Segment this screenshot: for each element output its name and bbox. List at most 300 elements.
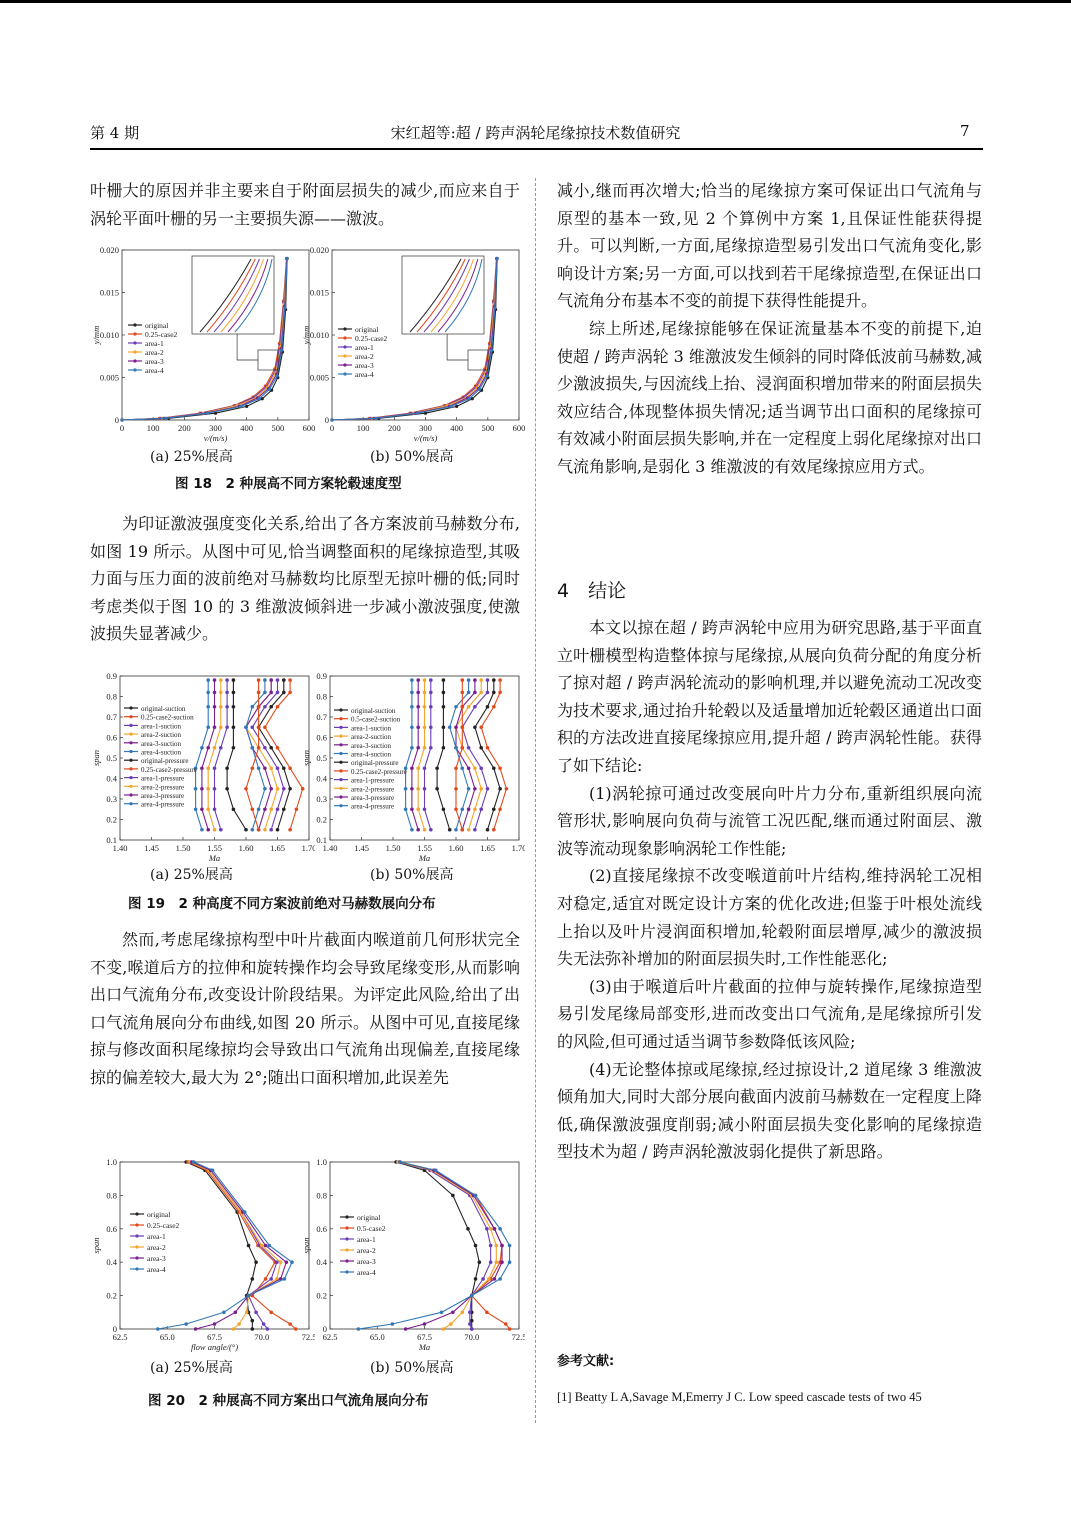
y-tick-label: 0.2: [316, 814, 327, 825]
data-point-area-3-pressure: [213, 678, 217, 682]
data-point-area-4: [498, 1277, 502, 1281]
data-point-area-3-pressure: [410, 807, 414, 811]
conclusion-2: (2)直接尾缘掠不改变喉道前叶片结构,维持涡轮工况相对稳定,适宜对既定设计方案的优化改进;但鉴于叶根处流线上抬以及叶片浸润面积增加,轮毂附面层增厚,减少的激波损失无法弥补增加的附面层损失时,工作性能恶化;: [557, 866, 982, 969]
data-point-0.5-case2: [504, 1322, 508, 1326]
page-number: 7: [960, 122, 970, 140]
fig19-caption: 图 19 2 种高度不同方案波前绝对马赫数展向分布: [128, 896, 436, 912]
data-point-area-4: [496, 257, 499, 260]
data-point-original-pressure: [442, 725, 446, 729]
data-point-area-4-pressure: [410, 678, 414, 682]
legend-label: area-4: [355, 370, 374, 379]
series-line-original-pressure: [227, 680, 246, 830]
data-point-area-1: [489, 1244, 493, 1248]
x-tick-label: 100: [356, 423, 370, 433]
legend-marker: [129, 776, 132, 779]
legend-label: area-3: [145, 357, 164, 366]
data-point-area-1-suction: [467, 746, 471, 750]
data-point-area-2-pressure: [416, 766, 420, 770]
legend-marker: [339, 735, 342, 738]
data-point-original-suction: [269, 705, 273, 709]
y-tick-label: 0.7: [316, 712, 327, 722]
x-tick-label: 0: [119, 423, 125, 433]
y-tick-label: 0.4: [316, 1257, 327, 1268]
data-point-area-3-suction: [454, 725, 458, 729]
y-axis-label: span: [301, 749, 311, 767]
data-point-area-4: [508, 1260, 512, 1264]
data-point-original: [470, 1319, 474, 1323]
data-point-area-4: [478, 388, 481, 391]
y-tick-label: 0.2: [106, 1290, 117, 1301]
data-point-area-3-suction: [269, 678, 273, 682]
conclusion-3: (3)由于喉道后叶片截面的拉伸与旋转操作,尾缘掠造型易引发尾缘局部变形,进而改变出口气流角,是尾缘掠所引发的风险,但可通过适当调节参数降低该风险;: [557, 976, 982, 1051]
data-point-original: [451, 1194, 455, 1198]
legend-label: area-2: [355, 352, 374, 361]
reference-1: [1] Beatty L A,Savage M,Emerry J C. Low speed cascade tests of two 45: [557, 1390, 922, 1404]
data-point-original-suction: [486, 705, 490, 709]
data-point-0.25-case2-pressure: [461, 705, 465, 709]
data-point-area-2-suction: [467, 828, 471, 832]
data-point-area-4-pressure: [404, 787, 408, 791]
data-point-area-3-suction: [467, 766, 471, 770]
data-point-area-3-pressure: [416, 705, 420, 709]
data-point-area-4-suction: [263, 678, 267, 682]
data-point-area-3-pressure: [200, 807, 204, 811]
data-point-0.25-case2-suction: [288, 828, 292, 832]
data-point-original: [474, 1244, 478, 1248]
paragraph: 减小,继而再次增大;恰当的尾缘掠方案可保证出口气流角与原型的基本一致,见 2 个算例中方案 1,且保证性能获得提升。可以判断,一方面,尾缘掠造型易引发出口气流角变化,影响设计方案;另一方面,可以找到若干尾缘掠造型,在保证出口气流角分布基本不变的前提下获得性能提升。: [557, 181, 982, 311]
data-point-area-2-pressure: [416, 787, 420, 791]
x-tick-label: 1.40: [112, 843, 128, 853]
legend-marker: [343, 345, 346, 348]
x-tick-label: 70.0: [464, 1332, 480, 1342]
data-point-area-4: [286, 257, 289, 260]
legend-label: 0.25-case2: [355, 334, 388, 343]
x-tick-label: 400: [240, 423, 254, 433]
x-tick-label: 1.40: [322, 843, 338, 853]
data-point-area-1-pressure: [213, 766, 217, 770]
left-text-mid: [90, 510, 520, 648]
data-point-area-4-suction: [251, 705, 255, 709]
data-point-area-1-suction: [486, 691, 490, 695]
data-point-area-3-suction: [263, 807, 267, 811]
data-point-original: [474, 1277, 478, 1281]
top-rule: [0, 0, 1071, 3]
data-point-0.25-case2: [264, 1277, 268, 1281]
data-point-area-1-pressure: [225, 705, 229, 709]
data-point-area-4: [283, 306, 286, 309]
data-point-area-2: [461, 1311, 465, 1315]
y-tick-label: 0.6: [316, 1223, 327, 1234]
legend-marker: [129, 767, 132, 770]
data-point-area-3-pressure: [416, 746, 420, 750]
left-text-top: [90, 177, 520, 232]
x-tick-label: 62.5: [112, 1332, 128, 1342]
legend-label: 0.25-case2: [147, 1221, 180, 1230]
legend-marker: [343, 336, 346, 339]
y-tick-label: 0.020: [99, 245, 119, 255]
data-point-area-1-pressure: [429, 691, 433, 695]
data-point-area-4-pressure: [206, 691, 210, 695]
y-axis-label: span: [301, 1237, 311, 1254]
figure-20b-wrap: [300, 1152, 525, 1361]
y-axis-label: span: [91, 1237, 101, 1254]
legend-marker: [339, 743, 342, 746]
data-point-original-suction: [498, 787, 502, 791]
data-point-area-2-suction: [479, 787, 483, 791]
data-point-area-4-pressure: [206, 678, 210, 682]
legend-marker: [129, 724, 132, 727]
legend-label: area-1-pressure: [141, 774, 185, 783]
data-point-area-3: [194, 1327, 198, 1331]
data-point-0.25-case2-suction: [288, 678, 292, 682]
data-point-area-4-suction: [467, 678, 471, 682]
data-point-area-4: [239, 405, 242, 408]
legend-label: area-2: [145, 348, 164, 357]
legend-marker: [135, 1223, 138, 1226]
data-point-0.5-case2-suction: [498, 766, 502, 770]
legend-label: original: [145, 321, 169, 330]
right-text-top: [557, 177, 982, 481]
data-point-area-4: [416, 412, 419, 415]
data-point-area-1-pressure: [429, 725, 433, 729]
y-tick-label: 0.4: [106, 773, 117, 784]
data-point-area-2: [495, 1244, 499, 1248]
y-tick-label: 0.5: [106, 753, 117, 763]
legend-label: area-4-suction: [351, 750, 392, 759]
series-line-0.5-case2: [400, 1162, 510, 1329]
legend-marker: [345, 1237, 348, 1240]
data-point-0.5-case2-suction: [498, 691, 502, 695]
y-tick-label: 0.005: [309, 372, 329, 383]
data-point-0.25-case2-pressure: [461, 725, 465, 729]
data-point-original-pressure: [232, 746, 236, 750]
y-tick-label: 0.3: [106, 794, 117, 804]
data-point-original-pressure: [232, 678, 236, 682]
data-point-0.25-case2-pressure: [251, 766, 255, 770]
data-point-original: [247, 1244, 251, 1248]
y-tick-label: 0: [322, 1324, 327, 1334]
legend-label: area-1: [147, 1232, 166, 1241]
legend-marker: [135, 1256, 138, 1259]
legend-marker: [339, 708, 342, 711]
data-point-area-1-suction: [276, 691, 280, 695]
data-point-area-2-pressure: [206, 807, 210, 811]
data-point-area-4-pressure: [404, 807, 408, 811]
legend-label: area-3: [355, 361, 374, 370]
legend-label: area-2-suction: [351, 733, 392, 742]
data-point-area-1-pressure: [225, 691, 229, 695]
data-point-area-1: [275, 1260, 279, 1264]
y-tick-label: 0.2: [106, 814, 117, 825]
data-point-original-pressure: [232, 725, 236, 729]
legend-label: 0.5-case2-suction: [351, 715, 401, 724]
data-point-original-pressure: [442, 705, 446, 709]
x-tick-label: 65.0: [369, 1332, 385, 1342]
figure-18: [90, 238, 315, 452]
data-point-area-1-suction: [276, 766, 280, 770]
y-tick-label: 0.015: [309, 287, 329, 298]
data-point-area-1-suction: [486, 787, 490, 791]
y-tick-label: 0.010: [309, 330, 329, 340]
series-line-area-4: [158, 1162, 292, 1329]
data-point-0.25-case2-pressure: [461, 828, 465, 832]
data-point-original-pressure: [448, 828, 452, 832]
series-line-area-4-pressure: [406, 680, 412, 830]
data-point-area-4: [470, 1294, 474, 1298]
y-tick-label: 0.8: [316, 1190, 327, 1201]
data-point-area-2-pressure: [416, 807, 420, 811]
legend-label: area-2-suction: [141, 731, 182, 740]
x-tick-label: 100: [146, 423, 160, 433]
legend-marker: [343, 354, 346, 357]
x-axis-label: Ma: [208, 853, 221, 863]
data-point-original-pressure: [442, 678, 446, 682]
data-point-0.25-case2-pressure: [461, 691, 465, 695]
y-tick-label: 1.0: [316, 1157, 327, 1167]
data-point-area-1: [468, 1322, 472, 1326]
legend-label: original-pressure: [141, 757, 189, 766]
data-point-area-1-suction: [473, 705, 477, 709]
legend-marker: [129, 706, 132, 709]
data-point-area-4: [268, 1244, 272, 1248]
data-point-0.5-case2: [508, 1327, 512, 1331]
data-point-area-4-pressure: [410, 828, 414, 832]
data-point-area-4: [211, 1169, 215, 1173]
legend-marker: [345, 1270, 348, 1273]
data-point-area-1: [262, 1322, 266, 1326]
paragraph: 本文以掠在超 / 跨声涡轮中应用为研究思路,基于平面直立叶栅模型构造整体掠与尾缘掠,从展向负荷分配的角度分析了掠对超 / 跨声涡轮流动的影响机理,并以避免流动工况改变为技术要求,通过抬升轮毂以及适量增加近轮毂区通道出口面积的方法改进直接尾缘掠应用,提升超 / 跨声涡轮性能。获得了如下结论:: [557, 618, 982, 775]
data-point-area-2-pressure: [206, 787, 210, 791]
data-point-area-2-pressure: [423, 678, 427, 682]
data-point-original: [251, 1327, 255, 1331]
data-point-area-4: [164, 417, 167, 420]
legend-label: area-4-suction: [141, 748, 182, 757]
legend-label: area-1: [357, 1235, 376, 1244]
x-tick-label: 0: [329, 423, 335, 433]
data-point-area-3-suction: [467, 807, 471, 811]
data-point-original-suction: [492, 691, 496, 695]
data-point-area-1-suction: [263, 746, 267, 750]
data-point-area-1-pressure: [423, 787, 427, 791]
legend-marker: [339, 787, 342, 790]
data-point-original-pressure: [442, 691, 446, 695]
conclusion-4: (4)无论整体掠或尾缘掠,经过掠设计,2 道尾缘 3 维激波倾角加大,同时大部分展向截面内波前马赫数在一定程度上降低,确保激波强度削弱;减小附面层损失变化影响的尾缘掠造型技术为超 / 跨声涡轮激波弱化提供了新思路。: [557, 1059, 982, 1162]
data-point-0.5-case2-suction: [492, 705, 496, 709]
y-tick-label: 0.020: [309, 245, 329, 255]
legend-label: 0.25-case2-pressure: [141, 765, 197, 774]
data-point-original-suction: [288, 787, 292, 791]
data-point-0.25-case2-pressure: [257, 691, 261, 695]
figure-18b-wrap: [300, 238, 525, 452]
data-point-area-2: [442, 1327, 446, 1331]
data-point-area-2-pressure: [219, 691, 223, 695]
data-point-area-3-pressure: [213, 725, 217, 729]
data-point-area-4-pressure: [200, 746, 204, 750]
data-point-original-pressure: [225, 787, 229, 791]
data-point-area-4-suction: [454, 705, 458, 709]
data-point-area-4: [243, 1210, 247, 1214]
data-point-area-1: [468, 1311, 472, 1315]
series-line-0.25-case2-suction: [265, 680, 303, 830]
data-point-area-4-suction: [448, 725, 452, 729]
data-point-area-4-pressure: [200, 828, 204, 832]
x-axis-label: Ma: [418, 1342, 431, 1352]
legend-label: 0.25-case2-pressure: [351, 767, 407, 776]
legend-label: area-2-pressure: [351, 785, 395, 794]
legend-marker: [339, 761, 342, 764]
chart-fig20b: [300, 1152, 525, 1357]
data-point-area-3-pressure: [416, 725, 420, 729]
data-point-area-2-pressure: [423, 691, 427, 695]
data-point-original-suction: [492, 766, 496, 770]
data-point-area-3: [233, 1311, 237, 1315]
legend-marker: [129, 715, 132, 718]
x-tick-label: 72.5: [511, 1332, 525, 1342]
data-point-area-4: [440, 1311, 444, 1315]
data-point-0.25-case2-suction: [295, 807, 299, 811]
data-point-0.25-case2-suction: [263, 725, 267, 729]
data-point-area-2: [495, 1260, 499, 1264]
x-tick-label: 1.65: [270, 843, 285, 853]
data-point-area-2-pressure: [423, 725, 427, 729]
data-point-area-3-suction: [473, 678, 477, 682]
data-point-0.5-case2-suction: [479, 725, 483, 729]
data-point-area-4: [468, 397, 471, 400]
legend-label: 0.25-case2: [145, 330, 178, 339]
data-point-area-2-pressure: [219, 678, 223, 682]
data-point-area-4-suction: [454, 828, 458, 832]
legend-label: area-3-pressure: [141, 792, 185, 800]
x-tick-label: 67.5: [417, 1332, 432, 1342]
data-point-area-4-pressure: [194, 787, 198, 791]
y-tick-label: 0.4: [106, 1257, 117, 1268]
data-point-area-3: [264, 1244, 268, 1248]
legend-label: original: [355, 325, 379, 334]
paragraph: 叶栅大的原因并非主要来自于附面层损失的减少,而应来自于涡轮平面叶栅的另一主要损失源——激波。: [90, 181, 520, 228]
y-tick-label: 0.9: [316, 671, 327, 681]
data-point-area-2: [232, 1327, 236, 1331]
data-point-area-1-pressure: [429, 705, 433, 709]
legend-marker: [129, 750, 132, 753]
data-point-area-4: [156, 1327, 160, 1331]
data-point-area-1-pressure: [423, 807, 427, 811]
data-point-area-4-pressure: [206, 725, 210, 729]
data-point-area-4: [449, 405, 452, 408]
data-point-original-pressure: [232, 807, 236, 811]
data-point-area-4-suction: [461, 807, 465, 811]
data-point-original-suction: [492, 807, 496, 811]
fig19-sub-b: (b) 50%展高: [370, 867, 454, 883]
fig19-sub-a: (a) 25%展高: [150, 867, 233, 883]
data-point-area-4-suction: [454, 746, 458, 750]
data-point-original: [245, 405, 248, 408]
data-point-area-3: [500, 1260, 504, 1264]
data-point-area-1-pressure: [429, 678, 433, 682]
fig18-caption: 图 18 2 种展高不同方案轮毂速度型: [175, 476, 402, 492]
data-point-area-4: [268, 388, 271, 391]
data-point-area-2-pressure: [219, 705, 223, 709]
chart-fig18a: [90, 238, 315, 448]
data-point-area-2-pressure: [213, 746, 217, 750]
fig20-sub-a: (a) 25%展高: [150, 1360, 233, 1376]
y-tick-label: 1.0: [106, 1157, 117, 1167]
data-point-area-4: [486, 374, 489, 377]
header-rule: [90, 148, 983, 150]
data-point-area-1: [485, 1227, 489, 1231]
legend-marker: [135, 1245, 138, 1248]
legend-label: area-1-pressure: [351, 776, 395, 785]
data-point-0.25-case2-pressure: [257, 725, 261, 729]
legend-label: area-1: [145, 339, 164, 348]
legend-label: area-1: [355, 343, 374, 352]
data-point-area-3: [451, 1311, 455, 1315]
data-point-area-4: [276, 374, 279, 377]
chart-fig19b: [300, 668, 525, 868]
paragraph: 综上所述,尾缘掠能够在保证流量基本不变的前提下,迫使超 / 跨声涡轮 3 维激波发生倾斜的同时降低波前马赫数,减少激波损失,与因流线上抬、浸润面积增加带来的附面层损失效应结合,体现整体损失情况;适当调节出口面积的尾缘掠可有效减小附面层损失影响,并在一定程度上弱化尾缘掠对出口气流角影响,是弱化 3 维激波的有效尾缘掠应用方式。: [557, 318, 983, 476]
x-axis-label: Ma: [418, 853, 431, 863]
x-tick-label: 1.65: [480, 843, 495, 853]
x-tick-label: 1.60: [448, 843, 464, 853]
data-point-area-4-pressure: [410, 746, 414, 750]
data-point-area-1-pressure: [429, 828, 433, 832]
data-point-area-1-suction: [269, 828, 273, 832]
data-point-area-2: [449, 1322, 453, 1326]
data-point-area-3-pressure: [200, 766, 204, 770]
data-point-0.25-case2-pressure: [257, 678, 261, 682]
data-point-original-suction: [276, 828, 280, 832]
data-point-area-4-suction: [251, 746, 255, 750]
x-tick-label: 70.0: [254, 1332, 270, 1342]
data-point-area-1: [266, 1327, 270, 1331]
data-point-area-2: [279, 1260, 283, 1264]
y-tick-label: 0.005: [99, 372, 119, 383]
data-point-area-4-pressure: [194, 807, 198, 811]
data-point-0.25-case2-pressure: [454, 787, 458, 791]
data-point-area-2-suction: [467, 705, 471, 709]
legend-label: area-1-suction: [141, 722, 182, 731]
legend-label: area-2: [147, 1243, 166, 1252]
data-point-original-suction: [473, 725, 477, 729]
data-point-area-2: [489, 1227, 493, 1231]
legend-marker: [339, 752, 342, 755]
data-point-area-3: [423, 1322, 427, 1326]
fig20-sub-b: (b) 50%展高: [370, 1360, 454, 1376]
data-point-original-suction: [486, 828, 490, 832]
y-tick-label: 0.015: [99, 287, 119, 298]
data-point-area-3-pressure: [416, 828, 420, 832]
data-point-original-suction: [282, 766, 286, 770]
legend-marker: [129, 759, 132, 762]
data-point-original: [466, 1227, 470, 1231]
y-tick-label: 0.8: [316, 691, 327, 702]
data-point-area-3-pressure: [206, 746, 210, 750]
data-point-0.25-case2-pressure: [257, 746, 261, 750]
series-line-area-2-pressure: [418, 680, 424, 830]
data-point-area-4: [374, 417, 377, 420]
data-point-area-2-pressure: [213, 828, 217, 832]
data-point-area-4: [493, 306, 496, 309]
data-point-area-3-pressure: [213, 705, 217, 709]
data-point-original-pressure: [435, 787, 439, 791]
data-point-area-1-suction: [486, 678, 490, 682]
data-point-area-2-suction: [276, 787, 280, 791]
legend-label: area-2-pressure: [141, 783, 185, 792]
legend-marker: [135, 1212, 138, 1215]
x-tick-label: 500: [271, 423, 285, 433]
data-point-area-1-pressure: [429, 746, 433, 750]
legend-marker: [339, 804, 342, 807]
legend-marker: [133, 350, 136, 353]
